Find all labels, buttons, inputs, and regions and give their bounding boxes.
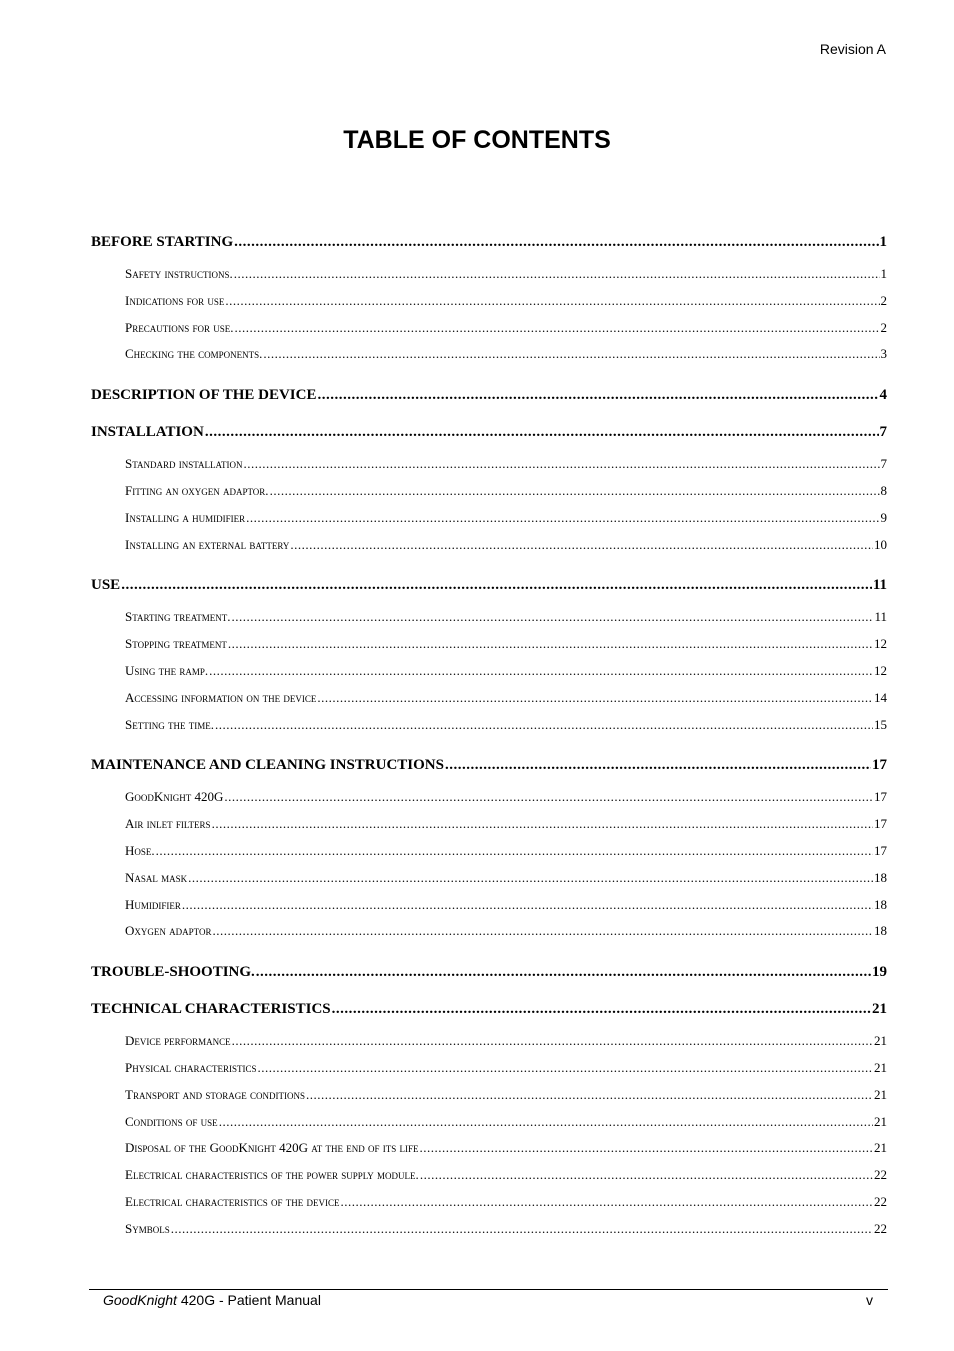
toc-entry-label: USE	[91, 577, 121, 594]
toc-page-number: 1	[879, 234, 887, 250]
toc-page-number: 2	[880, 292, 887, 308]
toc-page-number: 18	[874, 923, 887, 939]
toc-section-entry[interactable]	[91, 999, 887, 1019]
toc-subsection-entry[interactable]	[91, 341, 887, 368]
toc-page-number: 17	[874, 789, 887, 805]
toc-entry-label: Nasal mask	[125, 869, 188, 885]
toc-page-number: 22	[874, 1167, 887, 1183]
toc-subsection-entry[interactable]	[91, 685, 887, 712]
toc-entry-label: Setting the time.	[125, 716, 214, 732]
toc-entry-label: Indications for use	[125, 292, 225, 308]
toc-section-entry[interactable]	[91, 385, 887, 405]
toc-entry-label: Checking the components.	[125, 346, 263, 362]
toc-entry-label: MAINTENANCE AND CLEANING INSTRUCTIONS	[91, 757, 444, 774]
toc-entry-label: Standard installation	[125, 456, 243, 472]
toc-page-number: 17	[874, 816, 887, 832]
toc-page-number: 19	[872, 964, 887, 981]
toc-page-number: 11	[874, 609, 887, 625]
toc-subsection-entry[interactable]	[91, 892, 887, 919]
toc-page-number: 17	[874, 842, 887, 858]
dot-leader	[209, 658, 873, 685]
dot-leader	[420, 1135, 873, 1162]
toc-subsection-entry[interactable]	[91, 1082, 887, 1109]
toc-entry-label: Symbols	[125, 1220, 170, 1236]
toc-page-number: 21	[874, 1033, 887, 1049]
toc-subsection-entry[interactable]	[91, 1135, 887, 1162]
toc-subsection-entry[interactable]	[91, 631, 887, 658]
toc-subsection-entry[interactable]	[91, 261, 887, 288]
toc-entry-label: Conditions of use	[125, 1113, 218, 1129]
toc-page-number: 22	[874, 1220, 887, 1236]
footer-doc-name: 420G - Patient Manual	[176, 1292, 321, 1308]
toc-entry-label: Using the ramp.	[125, 662, 209, 678]
toc-subsection-entry[interactable]	[91, 918, 887, 945]
dot-leader	[171, 1216, 873, 1243]
toc-page-number: 21	[874, 1140, 887, 1156]
dot-leader	[270, 478, 880, 505]
toc-subsection-entry[interactable]	[91, 1162, 887, 1189]
toc-page-number: 14	[874, 689, 887, 705]
toc-page-number: 21	[872, 1001, 887, 1018]
toc-subsection-entry[interactable]	[91, 451, 887, 478]
toc-page-number: 21	[874, 1059, 887, 1075]
toc-page-number: 17	[872, 757, 887, 774]
dot-leader	[306, 1082, 873, 1109]
toc-entry-label: TROUBLE-SHOOTING.	[91, 964, 255, 981]
dot-leader	[231, 604, 873, 631]
footer-page-number: v	[866, 1292, 873, 1308]
toc-page-number: 21	[874, 1086, 887, 1102]
revision-label: Revision A	[819, 41, 886, 57]
toc-entry-label: Stopping treatment	[125, 636, 227, 652]
toc-section-entry[interactable]	[91, 232, 887, 252]
dot-leader	[246, 505, 879, 532]
toc-entry-label: BEFORE STARTING	[91, 234, 234, 250]
toc-subsection-entry[interactable]	[91, 811, 887, 838]
dot-leader	[317, 385, 878, 405]
dot-leader	[182, 892, 873, 919]
toc-page-number: 7	[880, 456, 887, 472]
toc-entry-label: Oxygen adaptor	[125, 923, 212, 939]
toc-subsection-entry[interactable]	[91, 658, 887, 685]
toc-page-number: 1	[880, 266, 887, 281]
toc-entry-label: Starting treatment.	[125, 609, 231, 625]
dot-leader	[317, 685, 873, 712]
toc-entry-label: Transport and storage conditions	[125, 1086, 305, 1102]
dot-leader	[263, 341, 879, 368]
footer-divider	[89, 1289, 888, 1290]
dot-leader	[340, 1189, 873, 1216]
toc-subsection-entry[interactable]	[91, 604, 887, 631]
toc-entry-label: DESCRIPTION OF THE DEVICE	[91, 387, 317, 404]
toc-entry-label: Electrical characteristics of the device	[125, 1193, 340, 1209]
toc-page-number: 18	[874, 869, 887, 885]
toc-entry-label: Electrical characteristics of the power supply module.	[125, 1167, 419, 1183]
dot-leader	[420, 1162, 873, 1189]
toc-entry-label: Safety instructions.	[125, 266, 233, 281]
toc-entry-label: Humidifier	[125, 896, 181, 912]
toc-subsection-entry[interactable]	[91, 1189, 887, 1216]
toc-entry-label: INSTALLATION	[91, 424, 204, 441]
dot-leader	[235, 315, 880, 342]
toc-entry-label: Hose.	[125, 842, 155, 858]
dot-leader	[205, 422, 879, 442]
toc-subsection-entry[interactable]	[91, 865, 887, 892]
toc-page-number: 7	[879, 424, 887, 441]
toc-subsection-entry[interactable]	[91, 478, 887, 505]
toc-section-entry[interactable]	[91, 755, 887, 775]
dot-leader	[212, 811, 873, 838]
dot-leader	[332, 999, 871, 1019]
dot-leader	[256, 962, 871, 982]
dot-leader	[224, 784, 873, 811]
toc-entry-label: GoodKnight 420G	[125, 789, 224, 805]
toc-entry-label: Disposal of the GoodKnight 420G at the end of its life	[125, 1140, 419, 1156]
toc-entry-label: Installing an external battery	[125, 536, 290, 552]
toc-subsection-entry[interactable]	[91, 288, 887, 315]
toc-page-number: 8	[880, 482, 887, 498]
dot-leader	[445, 755, 871, 775]
toc-subsection-entry[interactable]	[91, 505, 887, 532]
toc-subsection-entry[interactable]	[91, 1055, 887, 1082]
dot-leader	[225, 288, 879, 315]
toc-section-entry[interactable]	[91, 962, 887, 982]
dot-leader	[232, 1028, 873, 1055]
toc-page-number: 21	[874, 1113, 887, 1129]
toc-page-number: 12	[874, 636, 887, 652]
dot-leader	[228, 631, 873, 658]
toc-page-number: 2	[880, 319, 887, 335]
dot-leader	[215, 712, 873, 739]
table-of-contents	[91, 232, 887, 1243]
toc-page-number: 12	[874, 662, 887, 678]
toc-page-number: 22	[874, 1193, 887, 1209]
toc-entry-label: Installing a humidifier	[125, 509, 246, 525]
dot-leader	[290, 532, 873, 559]
footer-title	[103, 1292, 321, 1308]
toc-subsection-entry[interactable]	[91, 838, 887, 865]
toc-subsection-entry[interactable]	[91, 712, 887, 739]
dot-leader	[234, 232, 878, 252]
dot-leader	[234, 261, 880, 288]
toc-page-number: 10	[874, 536, 887, 552]
dot-leader	[219, 1109, 873, 1136]
toc-entry-label: Accessing information on the device	[125, 689, 317, 705]
dot-leader	[244, 451, 880, 478]
toc-page-number: 9	[880, 509, 887, 525]
toc-subsection-entry[interactable]	[91, 1028, 887, 1055]
toc-entry-label: Fitting an oxygen adaptor.	[125, 482, 269, 498]
toc-section-entry[interactable]	[91, 575, 887, 595]
dot-leader	[121, 575, 872, 595]
toc-page-number: 3	[880, 346, 887, 362]
toc-section-entry[interactable]	[91, 422, 887, 442]
toc-entry-label: Air inlet filters	[125, 816, 211, 832]
toc-page-number: 11	[872, 577, 887, 594]
page-title: TABLE OF CONTENTS	[343, 126, 611, 154]
toc-entry-label: TECHNICAL CHARACTERISTICS	[91, 1001, 331, 1018]
toc-entry-label: Device performance	[125, 1033, 231, 1049]
toc-subsection-entry[interactable]	[91, 784, 887, 811]
toc-subsection-entry[interactable]	[91, 532, 887, 559]
toc-page-number: 18	[874, 896, 887, 912]
dot-leader	[212, 918, 873, 945]
dot-leader	[188, 865, 873, 892]
toc-page-number: 15	[874, 716, 887, 732]
toc-subsection-entry[interactable]	[91, 315, 887, 342]
toc-subsection-entry[interactable]	[91, 1109, 887, 1136]
toc-subsection-entry[interactable]	[91, 1216, 887, 1243]
toc-page-number: 4	[879, 387, 887, 404]
footer-brand: GoodKnight	[103, 1292, 177, 1308]
toc-entry-label: Physical characteristics	[125, 1059, 257, 1075]
dot-leader	[156, 838, 873, 865]
dot-leader	[258, 1055, 874, 1082]
toc-entry-label: Precautions for use.	[125, 319, 234, 335]
